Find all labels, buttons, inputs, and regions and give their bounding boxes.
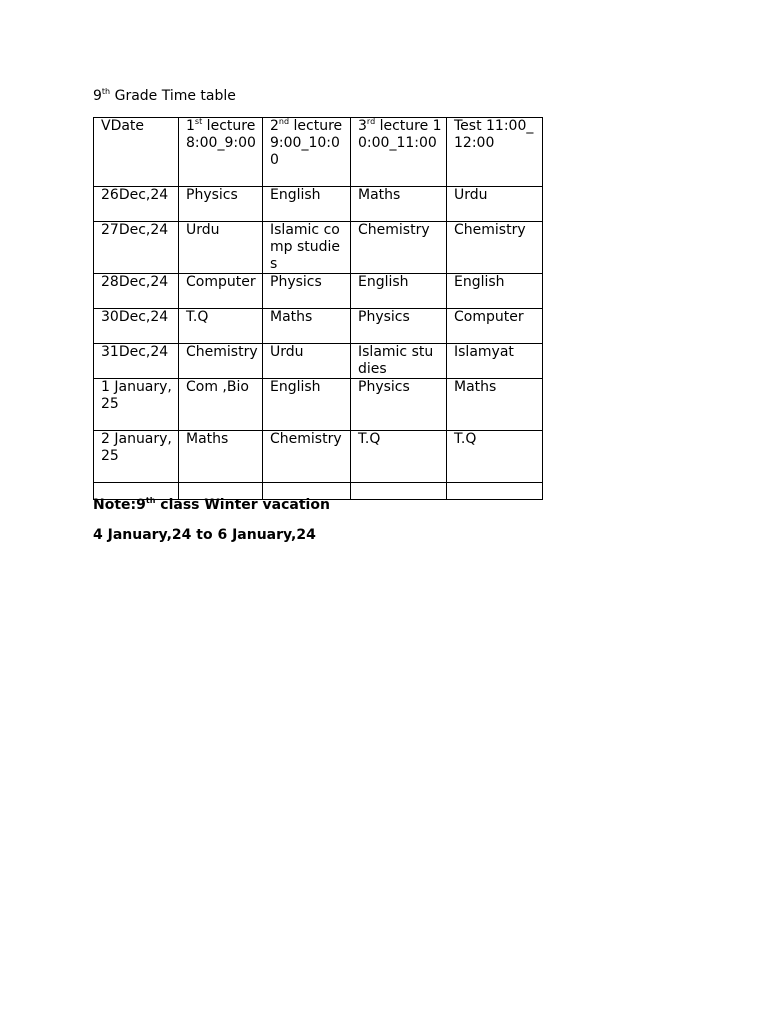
cell-lecture-2: Maths	[263, 309, 351, 344]
header-row	[94, 118, 543, 187]
cell-test: English	[447, 274, 543, 309]
page-title-text: Grade Time table	[110, 88, 236, 104]
cell-lecture-1: Com ,Bio	[179, 379, 263, 431]
table-row	[94, 379, 543, 431]
header-lecture-3: 3rd lecture 10:00_11:00	[351, 118, 447, 187]
table-row	[94, 431, 543, 483]
cell-date: 1 January, 25	[94, 379, 179, 431]
cell-lecture-2: Islamic comp studies	[263, 222, 351, 274]
table-row	[94, 222, 543, 274]
cell-lecture-2: English	[263, 187, 351, 222]
cell-lecture-3: Physics	[351, 379, 447, 431]
cell-lecture-3: Chemistry	[351, 222, 447, 274]
cell-lecture-2: Chemistry	[263, 431, 351, 483]
page-title-suffix: th	[101, 87, 111, 96]
cell-date: 2 January, 25	[94, 431, 179, 483]
header-date: VDate	[94, 118, 179, 187]
cell-lecture-1: Chemistry	[179, 344, 263, 379]
cell-lecture-3	[351, 483, 447, 500]
cell-lecture-1: T.Q	[179, 309, 263, 344]
cell-test	[447, 483, 543, 500]
page-title-number: 9	[93, 88, 102, 104]
cell-test: Islamyat	[447, 344, 543, 379]
vacation-dates: 4 January,24 to 6 January,24	[93, 527, 316, 543]
cell-lecture-3: T.Q	[351, 431, 447, 483]
cell-lecture-3: Islamic studies	[351, 344, 447, 379]
cell-date: 27Dec,24	[94, 222, 179, 274]
cell-lecture-1: Maths	[179, 431, 263, 483]
cell-lecture-1: Urdu	[179, 222, 263, 274]
header-lecture-2: 2nd lecture 9:00_10:00	[263, 118, 351, 187]
cell-lecture-2: Urdu	[263, 344, 351, 379]
vacation-note-suffix: th	[145, 496, 156, 505]
table-row	[94, 274, 543, 309]
table-row	[94, 309, 543, 344]
cell-lecture-2: English	[263, 379, 351, 431]
table-row	[94, 187, 543, 222]
vacation-note-prefix: Note:9	[93, 497, 146, 513]
header-test: Test 11:00_12:00	[447, 118, 543, 187]
cell-date: 31Dec,24	[94, 344, 179, 379]
cell-test: Maths	[447, 379, 543, 431]
cell-lecture-3: Physics	[351, 309, 447, 344]
cell-lecture-2: Physics	[263, 274, 351, 309]
table-row	[94, 344, 543, 379]
timetable	[93, 117, 543, 500]
cell-lecture-1: Computer	[179, 274, 263, 309]
cell-date: 28Dec,24	[94, 274, 179, 309]
cell-lecture-3: Maths	[351, 187, 447, 222]
page-title	[93, 87, 236, 105]
cell-test: Urdu	[447, 187, 543, 222]
cell-lecture-1: Physics	[179, 187, 263, 222]
cell-test: Computer	[447, 309, 543, 344]
vacation-note-text: class Winter vacation	[155, 497, 330, 513]
cell-test: Chemistry	[447, 222, 543, 274]
header-lecture-1: 1st lecture 8:00_9:00	[179, 118, 263, 187]
cell-test: T.Q	[447, 431, 543, 483]
cell-date: 26Dec,24	[94, 187, 179, 222]
cell-date: 30Dec,24	[94, 309, 179, 344]
cell-lecture-3: English	[351, 274, 447, 309]
vacation-note	[93, 496, 330, 514]
